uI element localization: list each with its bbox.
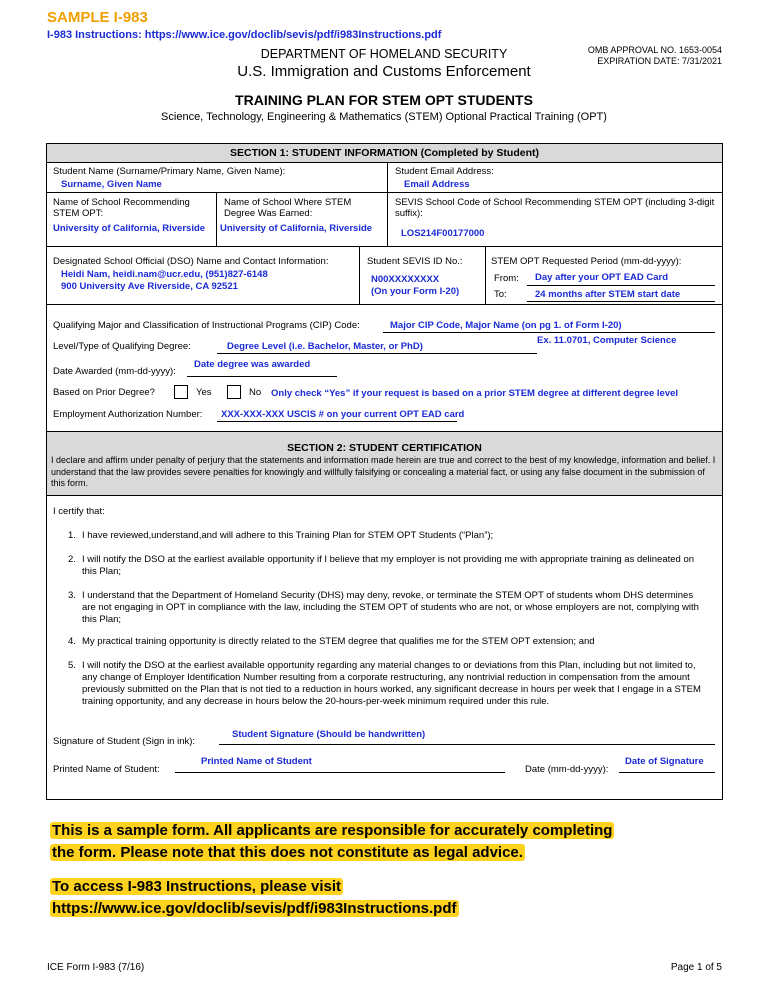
cert-item: I have reviewed,understand,and will adhere to this Training Plan for STEM OPT Students (“Plan”); <box>82 530 494 541</box>
item-number: 1. <box>68 530 76 541</box>
form-title: TRAINING PLAN FOR STEM OPT STUDENTS <box>235 92 533 108</box>
item-number: 3. <box>68 590 76 601</box>
divider <box>387 192 388 246</box>
divider <box>387 162 388 192</box>
access-line2[interactable]: https://www.ice.gov/doclib/sevis/pdf/i983Instructions.pdf <box>52 900 457 917</box>
major-value[interactable]: Major CIP Code, Major Name (on pg 1. of Form I-20) <box>390 320 622 331</box>
instructions-link[interactable]: I-983 Instructions: https://www.ice.gov/doclib/sevis/pdf/i983Instructions.pdf <box>47 29 442 41</box>
department-name: DEPARTMENT OF HOMELAND SECURITY <box>260 47 508 61</box>
section2-heading: SECTION 2: STUDENT CERTIFICATION <box>287 442 482 454</box>
dso-label: Designated School Official (DSO) Name and Contact Information: <box>53 256 329 267</box>
divider <box>359 246 360 304</box>
major-label: Qualifying Major and Classification of Instructional Programs (CIP) Code: <box>53 320 360 331</box>
sevis-school-code-value[interactable]: LOS214F00177000 <box>401 228 485 239</box>
disclaimer-note <box>50 820 614 864</box>
from-label: From: <box>494 273 519 284</box>
section1-heading: SECTION 1: STUDENT INFORMATION (Completed by Student) <box>230 147 539 159</box>
ead-value[interactable]: XXX-XXX-XXX USCIS # on your current OPT EAD card <box>221 409 465 420</box>
underline <box>187 376 337 377</box>
school-degree-label: Name of School Where STEM Degree Was Earned: <box>224 197 352 219</box>
section1-header <box>47 144 722 163</box>
date-awarded-label: Date Awarded (mm-dd-yyyy): <box>53 366 176 377</box>
school-recommending-value[interactable]: University of California, Riverside <box>53 223 206 234</box>
underline <box>527 301 715 302</box>
divider <box>47 246 722 247</box>
form-id: ICE Form I-983 (7/16) <box>47 962 145 973</box>
prior-degree-yes-checkbox[interactable] <box>174 385 188 399</box>
prior-degree-note: Only check “Yes” if your request is based on a prior STEM degree at different degree level <box>271 388 679 399</box>
form-subtitle: Science, Technology, Engineering & Mathematics (STEM) Optional Practical Training (OPT) <box>161 111 607 123</box>
no-label: No <box>249 387 262 398</box>
yes-label: Yes <box>196 387 212 398</box>
dso-value-line1[interactable]: Heidi Nam, heidi.nam@ucr.edu, (951)827-6148 <box>61 269 268 280</box>
omb-info <box>588 45 722 67</box>
divider <box>485 246 486 304</box>
date-value[interactable]: Date of Signature <box>625 756 704 767</box>
underline <box>175 772 505 773</box>
degree-level-value[interactable]: Degree Level (i.e. Bachelor, Master, or PhD) <box>227 341 423 352</box>
cert-item: My practical training opportunity is directly related to the STEM degree that qualifies me for the STEM OPT extension; and <box>82 636 595 647</box>
cert-item: I will notify the DSO at the earliest available opportunity regarding any material changes to or deviations from this Plan, including but not limited to, any change of Employer Identification Number resulting from a corporate restructuring, any nontrivial reduction in compensation from the amount previously submitted on the Plan that is not tied to a reduction in hours worked, any significant decrease in hours per week that I engage in a STEM training opportunity, and any decrease in hours below the 20-hours-per-week minimum required under this rule. <box>82 660 701 707</box>
from-value[interactable]: Day after your OPT EAD Card <box>535 272 669 283</box>
item-number: 4. <box>68 636 76 647</box>
disclaimer-line1: This is a sample form. All applicants are responsible for accurately completing <box>52 822 613 839</box>
certify-intro: I certify that: <box>53 506 105 517</box>
sevis-id-value-line1[interactable]: N00XXXXXXXX <box>371 274 440 285</box>
date-awarded-value[interactable]: Date degree was awarded <box>194 359 311 370</box>
sevis-school-code-label: SEVIS School Code of School Recommending STEM OPT (including 3-digit suffix): <box>395 197 715 219</box>
divider <box>47 192 722 193</box>
prior-degree-no-checkbox[interactable] <box>227 385 241 399</box>
underline <box>527 285 715 286</box>
item-number: 2. <box>68 554 76 565</box>
student-name-value[interactable]: Surname, Given Name <box>61 179 162 190</box>
expiration-date: EXPIRATION DATE: 7/31/2021 <box>597 56 722 66</box>
item-number: 5. <box>68 660 76 671</box>
underline <box>219 744 715 745</box>
page-number: Page 1 of 5 <box>670 962 722 973</box>
form-box <box>46 143 723 800</box>
underline <box>217 421 457 422</box>
ead-label: Employment Authorization Number: <box>53 409 203 420</box>
sample-label: SAMPLE I-983 <box>47 9 148 26</box>
underline <box>217 353 537 354</box>
agency-name: U.S. Immigration and Customs Enforcement <box>237 63 531 80</box>
email-value[interactable]: Email Address <box>404 179 470 190</box>
signature-value[interactable]: Student Signature (Should be handwritten) <box>232 729 426 740</box>
school-degree-value[interactable]: University of California, Riverside <box>220 223 373 234</box>
access-line1: To access I-983 Instructions, please visit <box>52 878 342 895</box>
section2-header <box>47 431 722 496</box>
underline <box>383 332 715 333</box>
prior-degree-label: Based on Prior Degree? <box>53 387 155 398</box>
disclaimer-line2: the form. Please note that this does not constitute as legal advice. <box>52 844 523 861</box>
signature-label: Signature of Student (Sign in ink): <box>53 736 196 747</box>
email-label: Student Email Address: <box>395 166 494 177</box>
cert-item: I will notify the DSO at the earliest available opportunity if I believe that my employer is not providing me with appropriate training as delineated on this Plan; <box>82 554 695 577</box>
school-recommending-label: Name of School Recommending STEM OPT: <box>53 197 190 219</box>
omb-approval: OMB APPROVAL NO. 1653-0054 <box>587 45 722 55</box>
divider <box>47 304 722 305</box>
sevis-id-value-line2[interactable]: (On your Form I-20) <box>371 286 460 297</box>
degree-level-label: Level/Type of Qualifying Degree: <box>53 341 191 352</box>
date-label: Date (mm-dd-yyyy): <box>525 764 609 775</box>
to-label: To: <box>494 289 507 300</box>
access-note <box>50 876 459 920</box>
major-example: Ex. 11.0701, Computer Science <box>537 335 677 346</box>
cert-item: I understand that the Department of Homeland Security (DHS) may deny, revoke, or terminate the STEM OPT of students whom DHS determines are not engaging in OPT in compliance with the law, including the STEM OPT of students who are not, or whose employers are not, complying with this Plan; <box>82 590 699 625</box>
printed-name-value[interactable]: Printed Name of Student <box>201 756 312 767</box>
declaration-text: I declare and affirm under penalty of perjury that the statements and information made herein are true and correct to the best of my knowledge, information and belief. I understand that the law provides severe penalties for knowingly and willfully falsifying or concealing a material fact, or using any false document in the submission of this form. <box>51 455 716 488</box>
period-label: STEM OPT Requested Period (mm-dd-yyyy): <box>491 256 682 267</box>
printed-name-label: Printed Name of Student: <box>53 764 160 775</box>
to-value[interactable]: 24 months after STEM start date <box>535 289 681 300</box>
divider <box>216 192 217 246</box>
sevis-id-label: Student SEVIS ID No.: <box>367 256 463 267</box>
underline <box>619 772 715 773</box>
student-name-label: Student Name (Surname/Primary Name, Given Name): <box>53 166 286 177</box>
dso-value-line2[interactable]: 900 University Ave Riverside, CA 92521 <box>61 281 238 292</box>
